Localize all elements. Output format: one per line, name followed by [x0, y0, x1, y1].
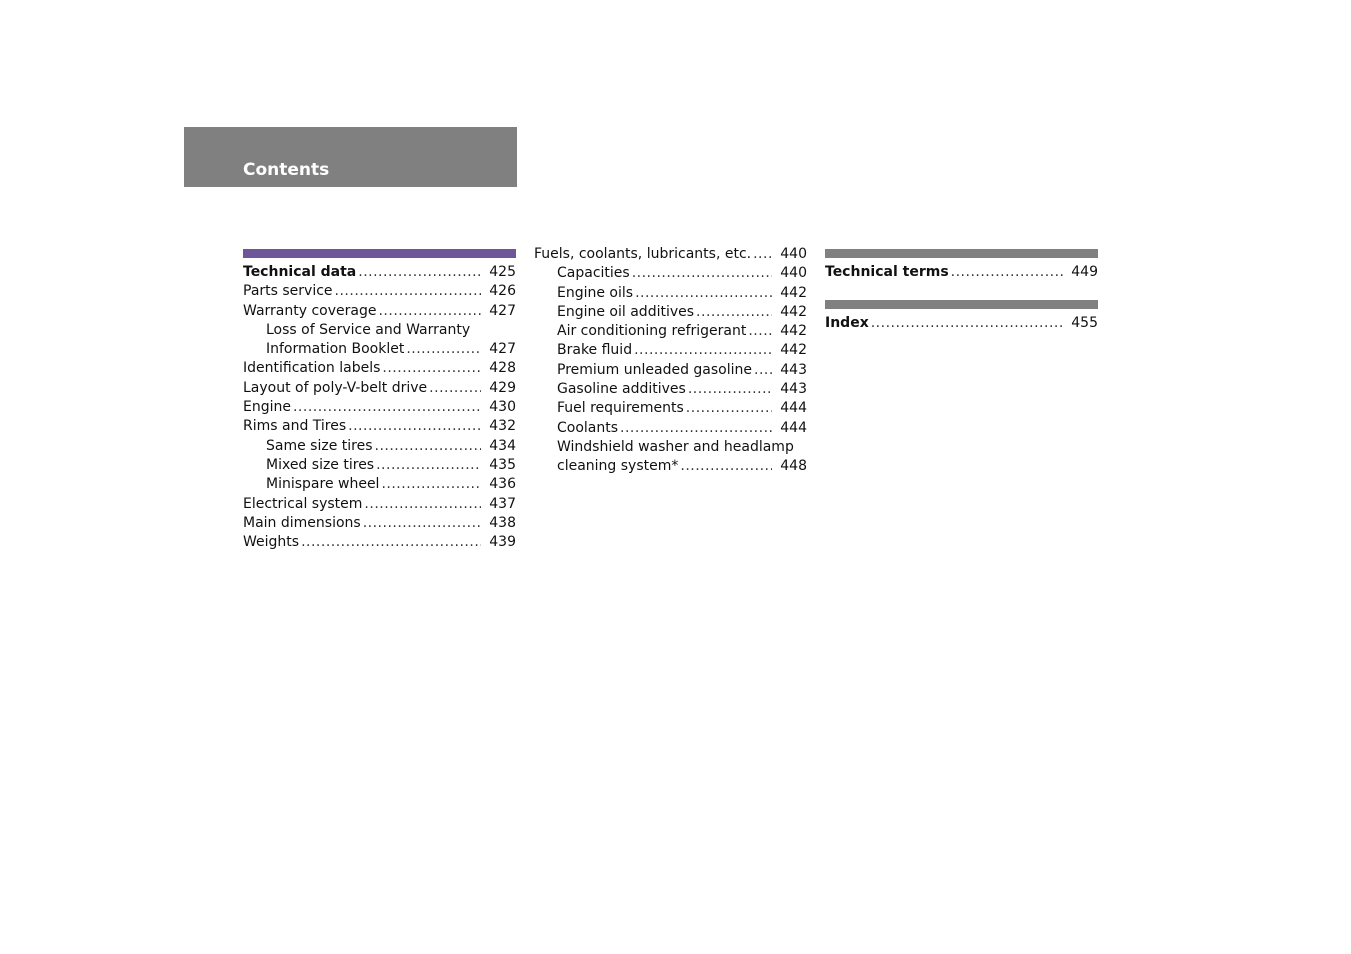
page-title: Contents [243, 160, 330, 180]
leader-dots [429, 379, 481, 398]
toc-column-terms-index [825, 249, 1098, 334]
leader-dots [754, 361, 772, 380]
toc-entry-label: Brake fluid [557, 342, 633, 359]
leader-dots [753, 245, 772, 264]
toc-entry-page: 442 [780, 303, 807, 320]
leader-dots [364, 495, 481, 514]
toc-entry-label: Engine oils [557, 284, 634, 301]
leader-dots [620, 419, 772, 438]
leader-dots [363, 514, 482, 533]
toc-entry-label: Gasoline additives [557, 381, 686, 398]
toc-entry-label: Coolants [557, 419, 619, 436]
toc-entry-label: Technical data [243, 264, 357, 280]
toc-entry-page: 427 [489, 341, 516, 358]
toc-entry-ac-refrigerant[interactable] [534, 322, 807, 341]
leader-dots [293, 398, 481, 417]
toc-entry-label: Minispare wheel [266, 476, 380, 493]
leader-dots [376, 456, 481, 475]
toc-entry-page: 425 [489, 264, 516, 280]
toc-entry-page: 443 [780, 361, 807, 378]
toc-entry-page: 455 [1071, 315, 1098, 332]
toc-entry-page: 449 [1071, 264, 1098, 280]
toc-entry-label: Fuels, coolants, lubricants, etc. [534, 246, 752, 262]
toc-entry-poly-v-belt[interactable] [243, 379, 516, 398]
toc-entry-label-line1[interactable]: Loss of Service and Warranty [266, 321, 471, 338]
toc-entry-label: Mixed size tires [266, 456, 375, 473]
toc-entry-label: Layout of poly-V-belt drive [243, 379, 428, 396]
toc-entry-page: 435 [489, 456, 516, 473]
toc-entry-label: Engine [243, 399, 291, 416]
leader-dots [696, 303, 772, 322]
toc-entry-index[interactable] [825, 314, 1098, 333]
toc-entry-page: 429 [489, 379, 516, 396]
toc-entry-label: Electrical system [243, 495, 363, 512]
leader-dots [632, 264, 773, 283]
leader-dots [335, 282, 482, 301]
toc-entry-page: 427 [489, 302, 516, 319]
leader-dots [686, 399, 772, 418]
toc-entry-label: Air conditioning refrigerant [557, 323, 747, 340]
toc-entry-label: Identification labels [243, 360, 381, 377]
toc-entry-gasoline-additives[interactable] [534, 380, 807, 399]
leader-dots [358, 263, 481, 282]
toc-entry-page: 438 [489, 514, 516, 531]
toc-column-technical-data [243, 249, 516, 552]
toc-entry-label: Fuel requirements [557, 400, 684, 417]
toc-entry-technical-terms[interactable] [825, 263, 1098, 282]
toc-entry-label: Weights [243, 534, 300, 551]
toc-entry-label: Parts service [243, 283, 333, 300]
toc-entry-page: 430 [489, 399, 516, 416]
leader-dots [406, 340, 481, 359]
toc-entry-label: Same size tires [266, 437, 373, 454]
toc-entry-page: 442 [780, 323, 807, 340]
toc-entry-mixed-size-tires[interactable] [243, 456, 516, 475]
toc-entry-rims-and-tires[interactable] [243, 417, 516, 436]
leader-dots [382, 359, 481, 378]
toc-entry-page: 443 [780, 381, 807, 398]
leader-dots [951, 263, 1064, 282]
toc-entry-page: 442 [780, 284, 807, 301]
toc-entry-label: Premium unleaded gasoline [557, 361, 753, 378]
toc-entry-same-size-tires[interactable] [243, 437, 516, 456]
toc-entry-label: Index [825, 315, 869, 332]
toc-entry-parts-service[interactable] [243, 282, 516, 301]
toc-entry-label: Warranty coverage [243, 302, 377, 319]
toc-entry-page: 440 [780, 265, 807, 282]
section-bar [825, 300, 1098, 309]
leader-dots [635, 284, 772, 303]
toc-entry-engine-oil-additives[interactable] [534, 303, 807, 322]
toc-entry-label: Capacities [557, 265, 630, 282]
toc-entry-label-line1[interactable]: Windshield washer and headlamp [557, 438, 794, 455]
toc-entry-page: 437 [489, 495, 516, 512]
toc-entry-minispare-wheel[interactable] [243, 475, 516, 494]
toc-entry-identification-labels[interactable] [243, 359, 516, 378]
toc-entry-page: 448 [780, 458, 807, 475]
toc-entry-page: 444 [780, 419, 807, 436]
toc-entry-weights[interactable] [243, 533, 516, 552]
toc-entry-page: 436 [489, 476, 516, 493]
toc-entry-label: Rims and Tires [243, 418, 347, 435]
toc-entry-label: Main dimensions [243, 514, 361, 531]
toc-entry-fuels-coolants[interactable] [534, 245, 807, 264]
leader-dots [688, 380, 772, 399]
toc-entry-page: 432 [489, 418, 516, 435]
section-bar [243, 249, 516, 258]
toc-entry-page: 440 [780, 246, 807, 262]
toc-entry-capacities[interactable] [534, 264, 807, 283]
leader-dots [301, 533, 481, 552]
toc-entry-page: 428 [489, 360, 516, 377]
leader-dots [381, 475, 481, 494]
toc-entry-page: 442 [780, 342, 807, 359]
toc-entry-coolants[interactable] [534, 419, 807, 438]
toc-entry-brake-fluid[interactable] [534, 341, 807, 360]
toc-entry-label: cleaning system* [557, 458, 679, 475]
leader-dots [348, 417, 481, 436]
toc-entry-page: 444 [780, 400, 807, 417]
toc-entry-fuel-requirements[interactable] [534, 399, 807, 418]
toc-entry-page: 434 [489, 437, 516, 454]
toc-entry-technical-data[interactable] [243, 263, 516, 282]
spacer [825, 282, 1098, 300]
toc-entry-label: Information Booklet [266, 341, 405, 358]
toc-entry-page: 426 [489, 283, 516, 300]
toc-entry-electrical-system[interactable] [243, 495, 516, 514]
toc-entry-warranty-coverage[interactable] [243, 302, 516, 321]
leader-dots [634, 341, 772, 360]
toc-entry-engine[interactable] [243, 398, 516, 417]
toc-entry-information-booklet[interactable] [243, 340, 516, 359]
toc-entry-engine-oils[interactable] [534, 284, 807, 303]
toc-entry-main-dimensions[interactable] [243, 514, 516, 533]
toc-entry-label: Engine oil additives [557, 303, 695, 320]
leader-dots [748, 322, 772, 341]
toc-entry-page: 439 [489, 534, 516, 551]
header-bar [184, 127, 517, 187]
leader-dots [871, 314, 1064, 333]
leader-dots [375, 437, 482, 456]
leader-dots [378, 302, 481, 321]
leader-dots [680, 457, 772, 476]
section-bar [825, 249, 1098, 258]
toc-entry-label: Technical terms [825, 264, 949, 280]
toc-entry-premium-unleaded[interactable] [534, 361, 807, 380]
toc-entry-windshield-washer[interactable] [534, 457, 807, 476]
toc-column-fuels [534, 245, 807, 477]
